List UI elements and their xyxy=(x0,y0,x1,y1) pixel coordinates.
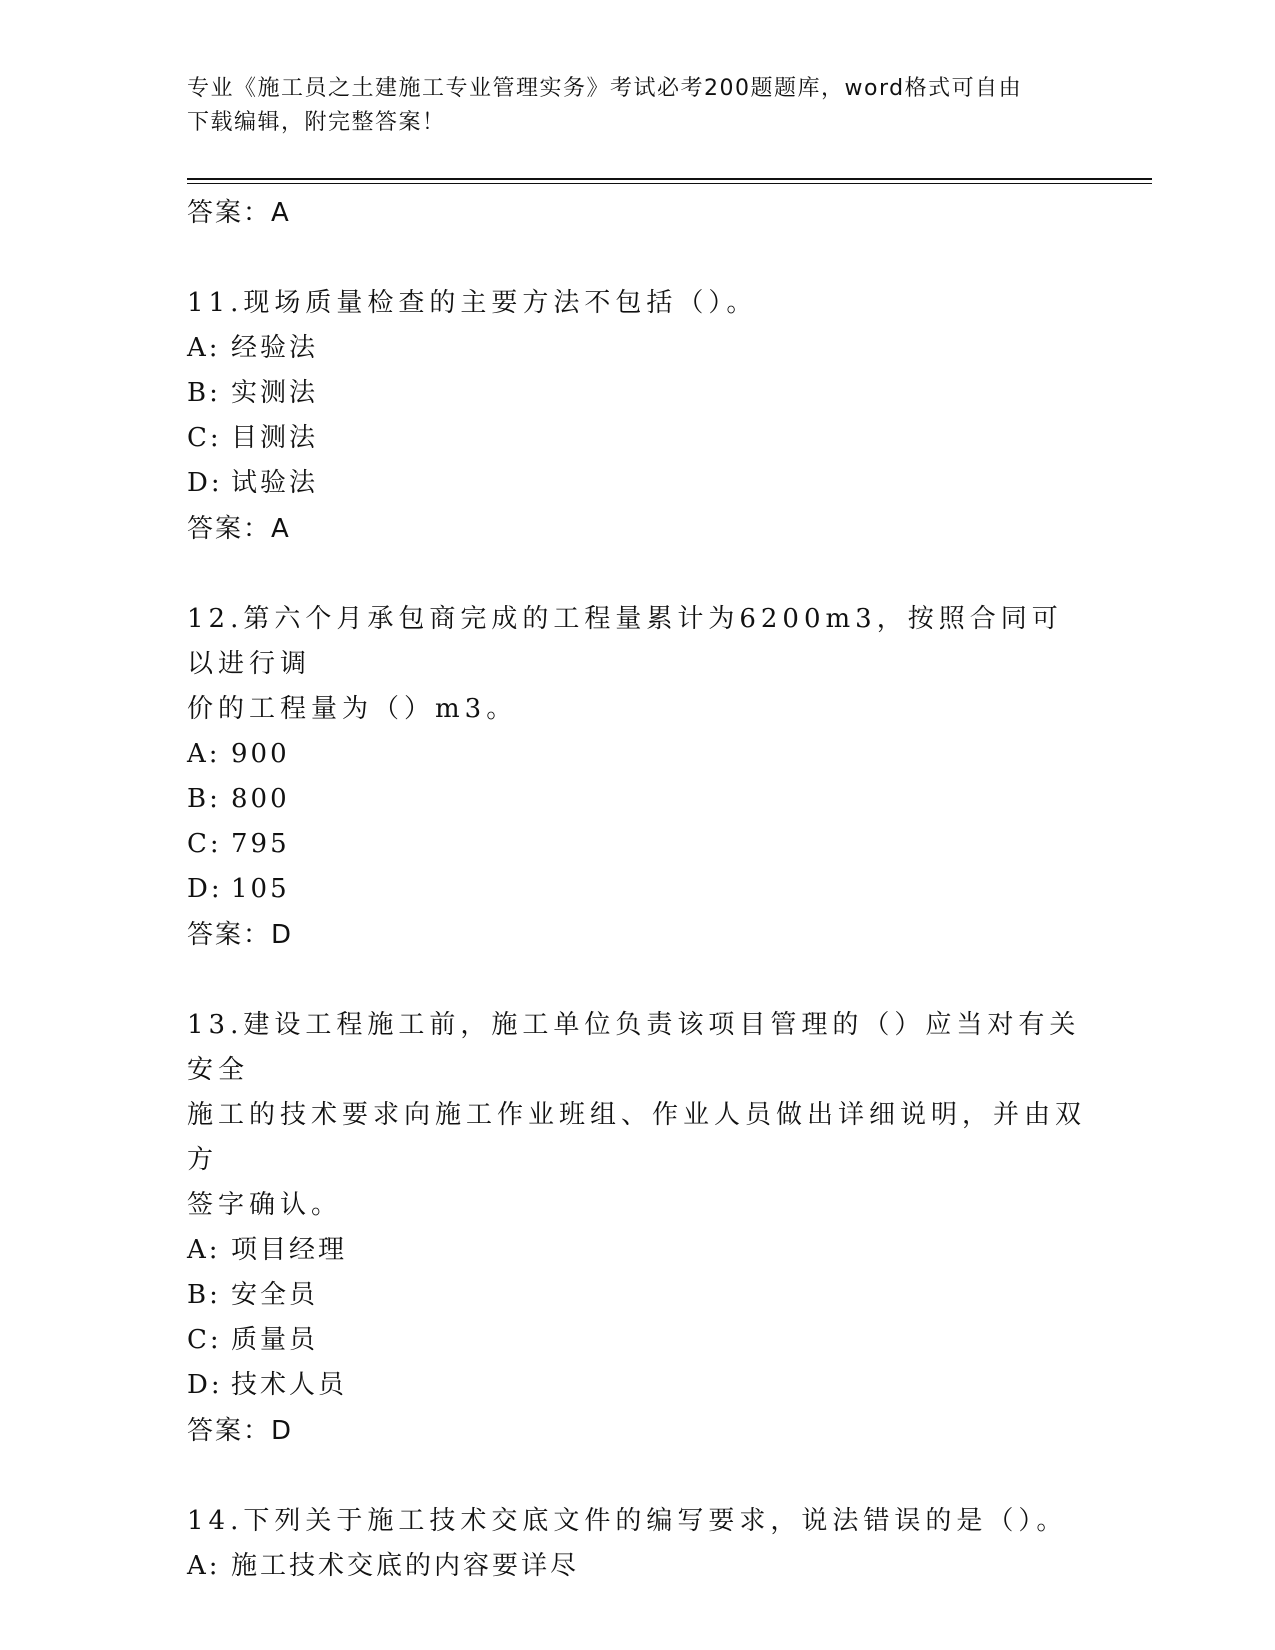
question-text xyxy=(187,597,1087,732)
option-c xyxy=(187,1318,1087,1363)
option-d xyxy=(187,1363,1087,1408)
spacer xyxy=(187,552,1087,597)
question-line: 13.建设工程施工前，施工单位负责该项目管理的（）应当对有关安全 xyxy=(187,1010,1081,1085)
option-c xyxy=(187,822,1087,867)
question-line: 施工的技术要求向施工作业班组、作业人员做出详细说明，并由双方 xyxy=(187,1100,1087,1175)
header-line-2: 下载编辑，附完整答案！ xyxy=(187,110,446,135)
option-a xyxy=(187,732,1087,777)
option-text: 900 xyxy=(231,739,290,769)
option-text: 795 xyxy=(231,829,290,859)
option-text: 800 xyxy=(231,784,290,814)
option-letter: A: xyxy=(187,739,221,769)
option-text: 项目经理 xyxy=(231,1235,348,1265)
header-line-1: 专业《施工员之土建施工专业管理实务》考试必考200题题库，word格式可自由 xyxy=(187,76,1023,101)
option-letter: C: xyxy=(187,1325,222,1355)
spacer xyxy=(187,958,1087,1003)
question-line: 签字确认。 xyxy=(187,1190,343,1220)
question-text: 11.现场质量检查的主要方法不包括（）。 xyxy=(187,288,758,318)
header-divider-thin xyxy=(187,183,1152,184)
option-text: 质量员 xyxy=(231,1325,319,1355)
question-line: 价的工程量为（）m3。 xyxy=(187,694,518,724)
option-b xyxy=(187,777,1087,822)
option-letter: D: xyxy=(187,874,223,904)
option-letter: A: xyxy=(187,1551,221,1581)
spacer xyxy=(187,236,1087,281)
option-text: 安全员 xyxy=(231,1280,319,1310)
option-b xyxy=(187,1273,1087,1318)
header-divider-thick xyxy=(187,178,1152,180)
question-12 xyxy=(187,597,1087,958)
option-letter: B: xyxy=(187,1280,221,1310)
question-11 xyxy=(187,281,1087,552)
option-letter: B: xyxy=(187,784,221,814)
answer: 答案：D xyxy=(187,1416,294,1446)
option-letter: D: xyxy=(187,468,223,498)
option-letter: D: xyxy=(187,1370,223,1400)
question-text: 14.下列关于施工技术交底文件的编写要求，说法错误的是（）。 xyxy=(187,1506,1068,1536)
option-letter: C: xyxy=(187,423,222,453)
option-letter: C: xyxy=(187,829,222,859)
option-d xyxy=(187,461,1087,506)
option-text: 实测法 xyxy=(231,378,319,408)
answer: 答案：D xyxy=(187,920,294,950)
option-d xyxy=(187,867,1087,912)
question-14 xyxy=(187,1499,1087,1589)
question-13 xyxy=(187,1003,1087,1454)
option-text: 技术人员 xyxy=(231,1370,348,1400)
spacer xyxy=(187,1454,1087,1499)
option-b xyxy=(187,371,1087,416)
option-text: 经验法 xyxy=(231,333,319,363)
option-c xyxy=(187,416,1087,461)
question-text xyxy=(187,1003,1087,1228)
option-a xyxy=(187,1228,1087,1273)
option-letter: B: xyxy=(187,378,221,408)
option-letter: A: xyxy=(187,333,221,363)
option-text: 施工技术交底的内容要详尽 xyxy=(231,1551,580,1581)
option-text: 105 xyxy=(231,874,290,904)
option-a xyxy=(187,326,1087,371)
question-line: 12.第六个月承包商完成的工程量累计为6200m3，按照合同可以进行调 xyxy=(187,604,1063,679)
option-letter: A: xyxy=(187,1235,221,1265)
page-header xyxy=(187,72,1067,140)
question-list xyxy=(187,190,1087,1589)
option-text: 试验法 xyxy=(231,468,319,498)
option-a xyxy=(187,1544,1087,1589)
option-text: 目测法 xyxy=(231,423,319,453)
previous-answer: 答案：A xyxy=(187,198,291,228)
answer: 答案：A xyxy=(187,514,291,544)
